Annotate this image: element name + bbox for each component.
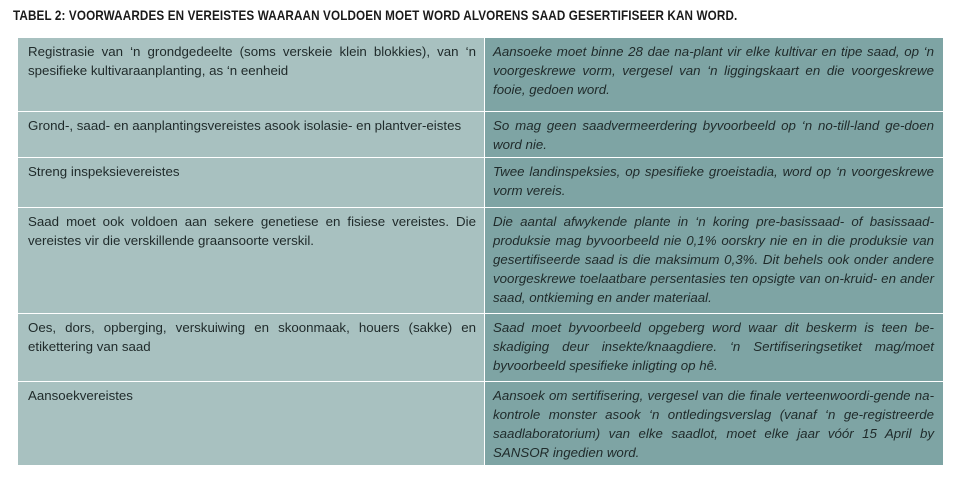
description-cell: Aansoek om sertifisering, vergesel van die finale verteenwoordi-gende na-kontrole monster asook ‘n ontledingsverslag (vanaf ‘n ge-registreerde saadlaboratorium) van elke saadlot, moet elke jaar vóór 15 April by SANSOR ingedien word. bbox=[485, 382, 944, 466]
description-cell: Die aantal afwykende plante in ‘n koring pre-basissaad- of basissaad-produksie mag byvoorbeeld nie 0,1% oorskry nie en in die produksie van gesertifiseerde saad is die maksimum 0,3%. Dit behels ook onder andere voorgeskrewe toelaatbare persentasies ten opsigte van on-kruid- en ander saad, ontkieming en ander materiaal. bbox=[485, 208, 944, 314]
requirements-table bbox=[17, 37, 944, 466]
description-cell: Twee landinspeksies, op spesifieke groeistadia, word op ‘n voorgeskrewe vorm vereis. bbox=[485, 158, 944, 208]
table-caption: TABEL 2: VOORWAARDES EN VEREISTES WAARAAN VOLDOEN MOET WORD ALVORENS SAAD GESERTIFISEER KAN WORD. bbox=[13, 8, 738, 23]
table-row bbox=[18, 112, 944, 158]
table-row bbox=[18, 38, 944, 112]
table-row bbox=[18, 382, 944, 466]
requirement-cell: Saad moet ook voldoen aan sekere genetiese en fisiese vereistes. Die vereistes vir die verskillende graansoorte verskil. bbox=[18, 208, 485, 314]
table-row bbox=[18, 208, 944, 314]
requirement-cell: Oes, dors, opberging, verskuiwing en skoonmaak, houers (sakke) en etikettering van saad bbox=[18, 314, 485, 382]
description-cell: Aansoeke moet binne 28 dae na-plant vir elke kultivar en tipe saad, op ‘n voorgeskrewe vorm, vergesel van ‘n liggingskaart en die voorgeskrewe fooie, gedoen word. bbox=[485, 38, 944, 112]
table-row bbox=[18, 158, 944, 208]
table-row bbox=[18, 314, 944, 382]
description-cell: Saad moet byvoorbeeld opgeberg word waar dit beskerm is teen be-skadiging deur insekte/knaagdiere. ‘n Sertifiseringsetiket mag/moet byvoorbeeld spesifieke inligting op hê. bbox=[485, 314, 944, 382]
requirement-cell: Grond-, saad- en aanplantingsvereistes asook isolasie- en plantver-eistes bbox=[18, 112, 485, 158]
requirement-cell: Aansoekvereistes bbox=[18, 382, 485, 466]
requirement-cell: Streng inspeksievereistes bbox=[18, 158, 485, 208]
description-cell: So mag geen saadvermeerdering byvoorbeeld op ‘n no-till-land ge-doen word nie. bbox=[485, 112, 944, 158]
requirement-cell: Registrasie van ‘n grondgedeelte (soms verskeie klein blokkies), van ‘n spesifieke kultivaraanplanting, as ‘n eenheid bbox=[18, 38, 485, 112]
